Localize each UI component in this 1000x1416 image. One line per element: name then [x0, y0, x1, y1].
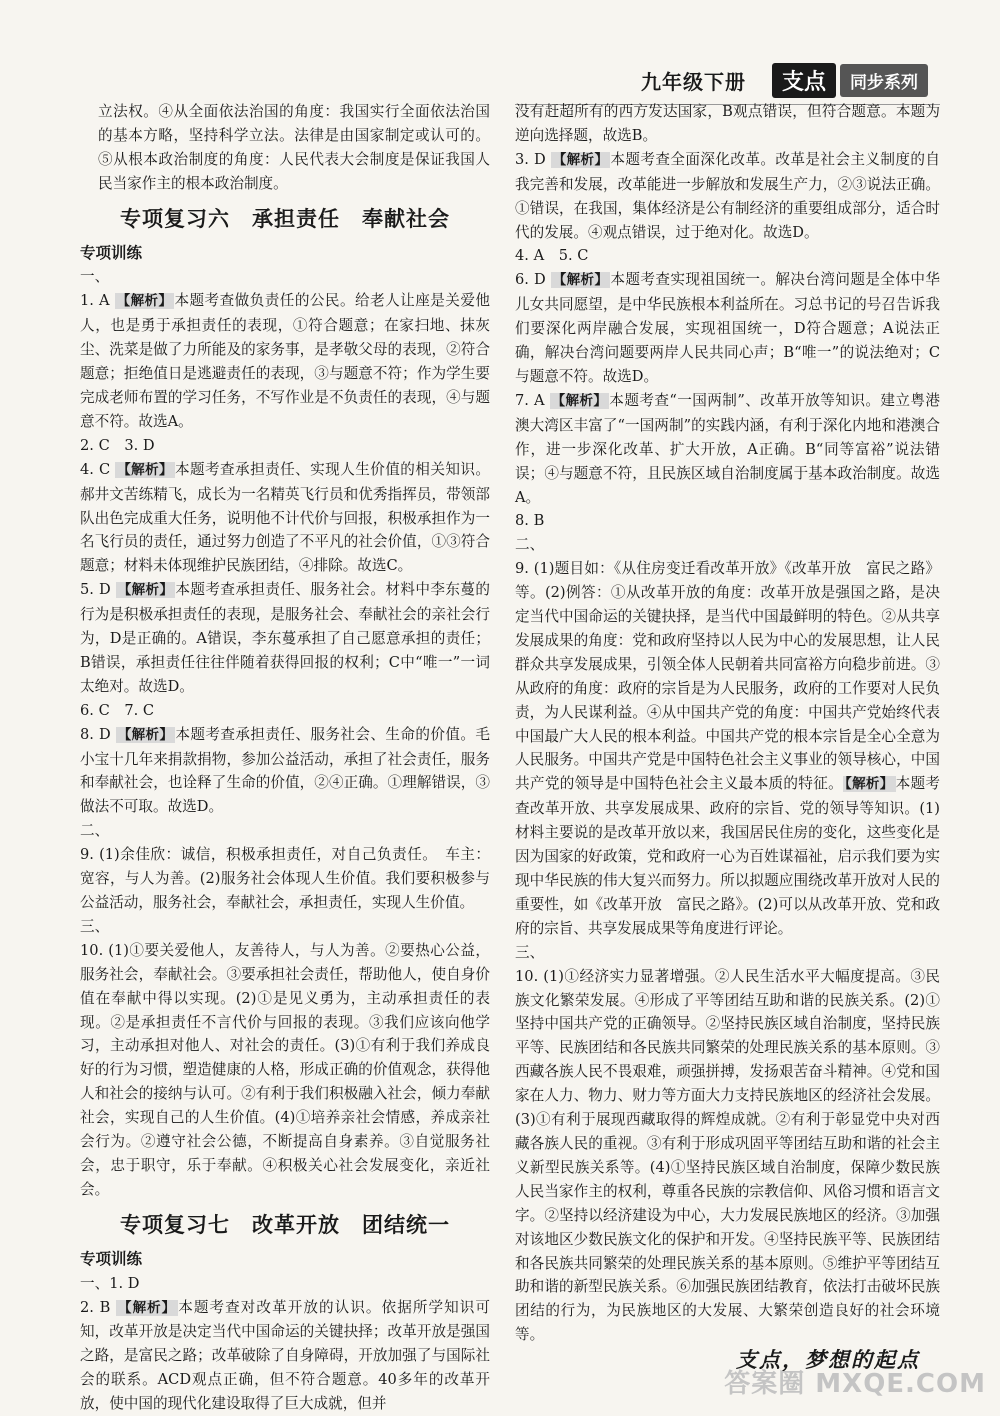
answer-key: 8. D [80, 726, 116, 743]
analysis-text: 本题考查做负责任的公民。给老人让座是关爱他人，也是勇于承担责任的表现，①符合题意；在家扫地、抹灰尘、洗菜是做了力所能及的家务事，是孝敬父母的表现，②符合题意；拒绝值日是逃避责任的表现，③与题意不符；作为学生要完成老师布置的学习任务，不写作业是不负责任的表现，④与题意不符。故选A。 [80, 292, 490, 430]
paragraph: 二、 [80, 819, 490, 843]
analysis-text: 本题考查承担责任、服务社会、生命的价值。毛小宝十几年来捐款捐物，参加公益活动，承担了社会责任，服务和奉献社会，也诠释了生命的价值，②④正确。①理解错误，③做法不可取。故选D。 [80, 726, 490, 816]
paragraph: 三、 [515, 941, 940, 965]
answer-item [80, 578, 490, 699]
analysis-tag: 【解析】 [115, 462, 175, 478]
subsection-title: 专项训练 [80, 242, 490, 266]
answer-key: 1. A [80, 292, 115, 309]
analysis-text: 本题考查全面深化改革。改革是社会主义制度的自我完善和发展，改革能进一步解放和发展生产力，②③说法正确。①错误，在我国，集体经济是公有制经济的重要组成部分，适合时代的发展。④观点错误，过于绝对化。故选D。 [515, 151, 940, 241]
answer-item [80, 1296, 490, 1416]
brand-logo: 支点 [772, 63, 836, 98]
answer-item [80, 458, 490, 579]
answer-key: 4. C [80, 461, 115, 478]
paragraph: 没有赶超所有的西方发达国家，B观点错误，但符合题意。本题为逆向选择题，故选B。 [515, 100, 940, 148]
analysis-tag: 【解析】 [116, 727, 176, 743]
answer-key: 7. A [515, 392, 550, 409]
answer-item [80, 723, 490, 820]
analysis-text: 本题考查承担责任、服务社会。材料中李东蔓的行为是积极承担责任的表现，是服务社会、奉献社会的亲社会行为，D是正确的。A错误，李东蔓承担了自己愿意承担的责任；B错误，承担责任往往伴随着获得回报的权利；C中“唯一”一词太绝对。故选D。 [80, 581, 490, 695]
subsection-title: 专项训练 [80, 1248, 490, 1272]
paragraph: 9. (1)余佳欣：诚信，积极承担责任，对自己负责任。 车主：宽容，与人为善。(2)服务社会体现人生价值。我们要积极参与公益活动，服务社会，奉献社会，承担责任，实现人生价值。 [80, 843, 490, 915]
analysis-tag: 【解析】 [115, 293, 175, 309]
paragraph: 2. C 3. D [80, 434, 490, 458]
analysis-text: 本题考查实现祖国统一。解决台湾问题是全体中华儿女共同愿望，是中华民族根本利益所在。习总书记的号召告诉我们要深化两岸融合发展，实现祖国统一，D符合题意；A说法正确，解决台湾问题要两岸人民共同心声；B“唯一”的说法绝对；C与题意不符。故选D。 [515, 271, 940, 385]
answer-item [80, 289, 490, 433]
analysis-tag: 【解析】 [116, 582, 176, 598]
analysis-tag: 【解析】 [551, 272, 611, 288]
paragraph: 4. A 5. C [515, 244, 940, 268]
answer-key: 2. B [80, 1299, 116, 1316]
grade-label: 九年级下册 [641, 66, 746, 95]
answer-item [515, 148, 940, 245]
paragraph: 6. C 7. C [80, 699, 490, 723]
section-title: 专项复习七 改革开放 团结统一 [80, 1214, 490, 1238]
answer-key: 6. D [515, 271, 551, 288]
left-column [80, 100, 490, 1416]
paragraph: 二、 [515, 533, 940, 557]
footer-slogan: 支点，梦想的起点 [736, 1344, 920, 1374]
analysis-text: 本题考查改革开放、共享发展成果、政府的宗旨、党的领导等知识。(1)材料主要说的是改革开放以来，我国居民住房的变化，这些变化是因为国家的好政策，党和政府一心为百姓谋福祉，启示我们要为实现中华民族的伟大复兴而努力。所以拟题应围绕改革开放对人民的重要性，如《改革开放 富民之路》。(2)可以从改革开放、党和政府的宗旨、共享发展成果等角度进行评论。 [515, 775, 940, 936]
paragraph: 一、1. D [80, 1272, 490, 1296]
analysis-tag: 【解析】 [551, 152, 611, 168]
watermark: 答案圈 MXQE.COM [724, 1363, 986, 1400]
page-header [641, 62, 928, 98]
analysis-tag: 【解析】 [550, 393, 610, 409]
analysis-tag: 【解析】 [843, 776, 896, 792]
analysis-text: 本题考查承担责任、实现人生价值的相关知识。郝井文苦练精飞，成长为一名精英飞行员和优秀指挥员，带领部队出色完成重大任务，说明他不计代价与回报，积极承担作为一名飞行员的责任，通过努力创造了不平凡的社会价值，①③符合题意；材料未体现维护民族团结，④排除。故选C。 [80, 461, 490, 575]
answer-item [515, 557, 940, 941]
paragraph: 10. (1)①要关爱他人，友善待人，与人为善。②要热心公益，服务社会，奉献社会。③要承担社会责任，帮助他人，使自身价值在奉献中得以实现。(2)①是见义勇为，主动承担责任的表现。②是承担责任不言代价与回报的表现。③我们应该向他学习，主动承担对他人、对社会的责任。(3)①有利于我们养成良好的行为习惯，塑造健康的人格，形成正确的价值观念，获得他人和社会的接纳与认可。②有利于我们积极融入社会，倾力奉献社会，实现自己的人生价值。(4)①培养亲社会情感，养成亲社会行为。②遵守社会公德，不断提高自身素养。③自觉服务社会，忠于职守，乐于奉献。④积极关心社会发展变化，亲近社会。 [80, 939, 490, 1202]
paragraph: 三、 [80, 915, 490, 939]
answer-key: 5. D [80, 581, 116, 598]
paragraph: 立法权。④从全面依法治国的角度：我国实行全面依法治国的基本方略，坚持科学立法。法律是由国家制定或认可的。⑤从根本政治制度的角度：人民代表大会制度是保证我国人民当家作主的根本政治制度。 [80, 100, 490, 196]
paragraph: 8. B [515, 509, 940, 533]
answer-key: 3. D [515, 151, 551, 168]
paragraph: 一、 [80, 265, 490, 289]
answer-item [515, 268, 940, 389]
analysis-tag: 【解析】 [116, 1300, 178, 1316]
answer-item [515, 389, 940, 510]
analysis-text: 本题考查对改革开放的认识。依据所学知识可知，改革开放是决定当代中国命运的关键抉择；改革开放是强国之路，是富民之路；改革破除了自身障碍，开放加强了与国际社会的联系。ACD观点正确，但不符合题意。40多年的改革开放，使中国的现代化建设取得了巨大成就，但并 [80, 1299, 490, 1413]
analysis-text: 本题考查“一国两制”、改革开放等知识。建立粤港澳大湾区丰富了“一国两制”的实践内涵，有利于深化内地和港澳合作，进一步深化改革、扩大开放，A正确。B“同等富裕”说法错误；④与题意不符，且民族区域自治制度属于基本政治制度。故选A。 [515, 392, 940, 506]
right-column [515, 100, 940, 1347]
series-badge: 同步系列 [840, 64, 928, 97]
section-title: 专项复习六 承担责任 奉献社会 [80, 208, 490, 232]
answer-key: 9. (1)题目如：《从住房变迁看改革开放》《改革开放 富民之路》等。(2)例答：①从改革开放的角度：改革开放是强国之路，是决定当代中国命运的关键抉择，是当代中国最鲜明的特色。②从共享发展成果的角度：党和政府坚持以人民为中心的发展思想，让人民群众共享发展成果，引领全体人民朝着共同富裕方向稳步前进。③从政府的角度：政府的宗旨是为人民服务，政府的工作要对人民负责，为人民谋利益。④从中国共产党的角度：中国共产党始终代表中国最广大人民的根本利益。中国共产党的根本宗旨是全心全意为人民服务。中国共产党是中国特色社会主义事业的领导核心，中国共产党的领导是中国特色社会主义最本质的特征。 [515, 560, 940, 792]
paragraph: 10. (1)①经济实力显著增强。②人民生活水平大幅度提高。③民族文化繁荣发展。④形成了平等团结互助和谐的民族关系。(2)①坚持中国共产党的正确领导。②坚持民族区域自治制度，坚持民族平等、民族团结和各民族共同繁荣的处理民族关系的基本原则。③西藏各族人民不畏艰难，顽强拼搏，发扬艰苦奋斗精神。④党和国家在人力、物力、财力等方面大力支持民族地区的经济社会发展。(3)①有利于展现西藏取得的辉煌成就。②有利于彰显党中央对西藏各族人民的重视。③有利于形成巩固平等团结互助和谐的社会主义新型民族关系等。(4)①坚持民族区域自治制度，保障少数民族人民当家作主的权利，尊重各民族的宗教信仰、风俗习惯和语言文字。②坚持以经济建设为中心，大力发展民族地区的经济。③加强对该地区少数民族文化的保护和开发。④坚持民族平等、民族团结和各民族共同繁荣的处理民族关系的基本原则。⑤维护平等团结互助和谐的新型民族关系。⑥加强民族团结教育，依法打击破坏民族团结的行为，为民族地区的大发展、大繁荣创造良好的社会环境等。 [515, 965, 940, 1348]
